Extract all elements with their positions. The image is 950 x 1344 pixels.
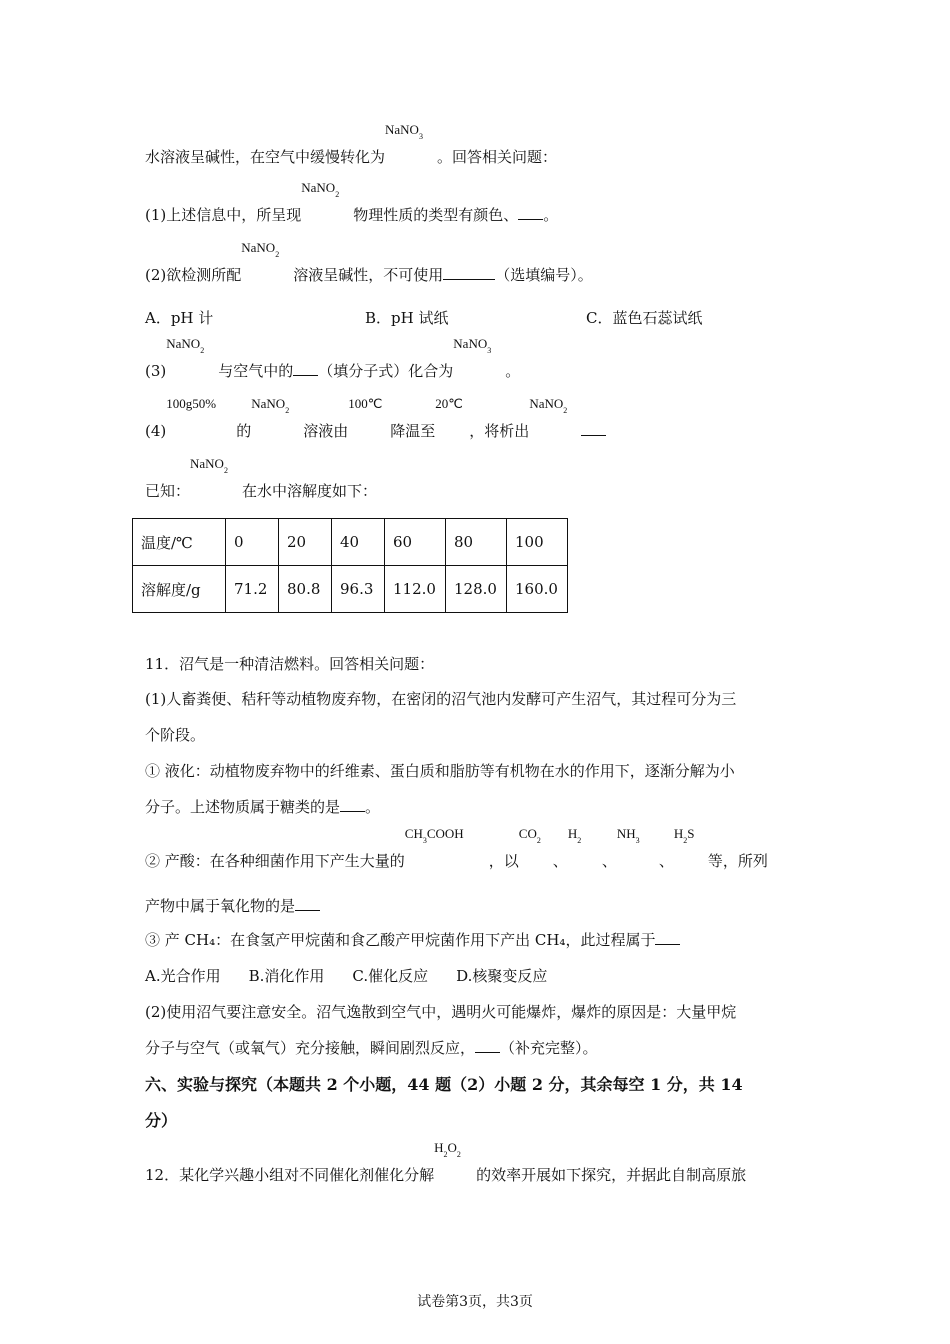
question-3: (3) NaNO$_2$ 与空气中的 （填分子式）化合为 NaNO$_3$ 。 [145, 336, 521, 380]
table-cell: 100 [507, 519, 568, 566]
question-11-liquefaction-cont: 分子。上述物质属于糖类的是 。 [145, 798, 381, 816]
formula-nano2: NaNO$_2$ [251, 396, 290, 415]
answer-blank [655, 930, 680, 945]
formula-nano2: NaNO$_2$ [529, 396, 568, 415]
formula-h2s: $H_2S$ [673, 826, 695, 845]
formula-temp-low: 20℃ [435, 396, 463, 411]
table-cell: 96.3 [332, 566, 385, 613]
table-cell: 80 [446, 519, 507, 566]
answer-blank [475, 1038, 500, 1053]
formula-nano3: NaNO$_3$ [385, 122, 423, 141]
text: 。回答相关问题： [437, 148, 558, 166]
text: 水溶液呈碱性，在空气中缓慢转化为 [145, 148, 386, 166]
formula-nano2: NaNO$_2$ [166, 336, 205, 355]
question-4: (4) 100g50% 的 NaNO$_2$ 溶液由 100℃ 降温至 20℃ ，将析出 NaNO$_2$ [145, 416, 606, 441]
formula-ch3cooh: $CH_3COOH$ [404, 826, 464, 845]
question-2: (2)欲检测所配 NaNO$_2$ 溶液呈碱性，不可使用 （选填编号）。 [145, 240, 593, 284]
question-11-oxide: 产物中属于氧化物的是 [145, 896, 320, 916]
formula-nano2: NaNO$_2$ [301, 180, 340, 199]
option-b: B.消化作用 [248, 967, 325, 985]
option-a: A.光合作用 [145, 967, 221, 985]
section-6-heading: 六、实验与探究（本题共 2 个小题，44 题（2）小题 2 分，其余每空 1 分，共 14 [145, 1075, 743, 1094]
formula-h2o2: $H_2O_2$ [434, 1140, 461, 1159]
option-d: D.核聚变反应 [456, 967, 548, 985]
solubility-table [132, 518, 568, 613]
table-cell: 160.0 [507, 566, 568, 613]
table-cell: 40 [332, 519, 385, 566]
table-cell: 20 [279, 519, 332, 566]
option-c: C.催化反应 [352, 967, 429, 985]
question-11-options [145, 966, 547, 986]
table-row [133, 566, 568, 613]
formula-co2: $CO_2$ [518, 826, 541, 845]
intro-line [145, 122, 558, 167]
question-11-liquefaction: ① 液化：动植物废弃物中的纤维素、蛋白质和脂肪等有机物在水的作用下，逐渐分解为小 [145, 762, 735, 780]
table-row [133, 519, 568, 566]
formula-nano2: NaNO$_2$ [241, 240, 280, 259]
answer-blank [340, 797, 365, 812]
table-cell: 80.8 [279, 566, 332, 613]
question-11-part2: (2)使用沼气要注意安全。沼气逸散到空气中，遇明火可能爆炸，爆炸的原因是：大量甲烷 [145, 1003, 737, 1021]
table-cell: 128.0 [446, 566, 507, 613]
known-line: 已知： NaNO$_2$ 在水中溶解度如下： [145, 456, 378, 500]
question-11-part2-cont: 分子与空气（或氧气）充分接触，瞬间剧烈反应， （补充完整）。 [145, 1039, 598, 1057]
formula-temp-high: 100℃ [348, 396, 383, 411]
option-b: B．pH 试纸 [365, 309, 449, 327]
answer-blank [581, 421, 606, 436]
formula-mass: 100g50% [166, 396, 217, 411]
answer-blank [443, 265, 495, 280]
table-cell: 112.0 [385, 566, 446, 613]
section-6-heading-cont: 分） [145, 1111, 178, 1130]
table-cell: 温度/℃ [133, 519, 226, 566]
table-cell: 溶解度/g [133, 566, 226, 613]
question-1: (1)上述信息中，所呈现 NaNO$_2$ 物理性质的类型有颜色、 。 [145, 180, 559, 224]
question-11-acid: ② 产酸：在各种细菌作用下产生大量的 $CH_3COOH$ ，以 $CO_2$ 、 $H_2$ 、 $NH_3$ 、 $H_2S$ 等，所列 [145, 826, 768, 870]
formula-nh3: $NH_3$ [616, 826, 640, 845]
page-footer: 试卷第3页，共3页 [417, 1294, 533, 1310]
answer-blank [293, 361, 318, 376]
question-11-part1-cont: 个阶段。 [145, 726, 206, 744]
table-cell: 60 [385, 519, 446, 566]
option-c: C．蓝色石蕊试纸 [586, 309, 703, 327]
formula-h2: $H_2$ [567, 826, 582, 845]
question-11-title: 11．沼气是一种清洁燃料。回答相关问题： [145, 655, 435, 673]
table-cell: 0 [226, 519, 279, 566]
answer-blank [295, 896, 320, 911]
table-cell: 71.2 [226, 566, 279, 613]
formula-nano3: NaNO$_3$ [453, 336, 492, 355]
formula-nano2: NaNO$_2$ [190, 456, 228, 475]
question-12: 12．某化学兴趣小组对不同催化剂催化分解 $H_2O_2$ 的效率开展如下探究，并据此自制高原旅 [145, 1140, 747, 1184]
answer-blank [518, 205, 543, 220]
option-a: A．pH 计 [145, 309, 214, 327]
question-11-part1: (1)人畜粪便、秸秆等动植物废弃物，在密闭的沼气池内发酵可产生沼气，其过程可分为三 [145, 690, 737, 708]
question-11-methane: ③ 产 CH₄：在食氢产甲烷菌和食乙酸产甲烷菌作用下产出 CH₄，此过程属于 [145, 930, 680, 950]
